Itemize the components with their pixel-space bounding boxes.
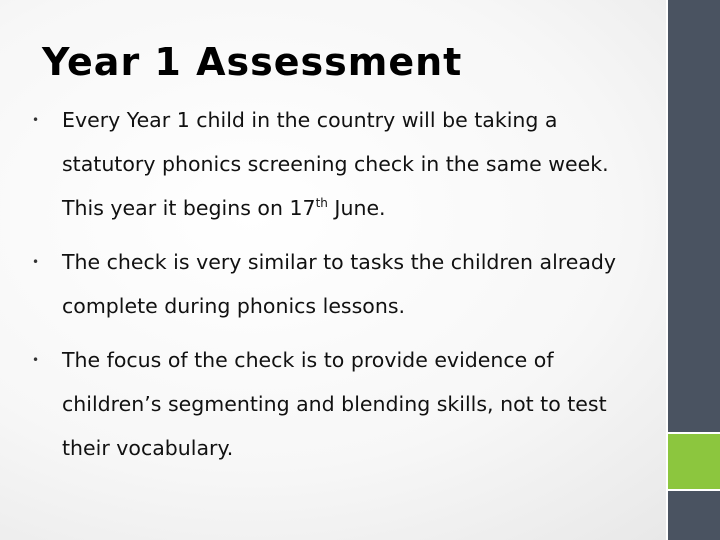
bullet-dot-icon: •	[32, 353, 40, 367]
bullet-dot-icon: •	[32, 255, 40, 269]
bullet-text: The check is very similar to tasks the children already complete during phonics lessons.	[62, 250, 617, 318]
bullet-list	[30, 98, 630, 480]
bullet-text-after: June.	[327, 196, 386, 220]
bullet-text: The focus of the check is to provide evidence of children’s segmenting and blending skills, not to test their vocabulary.	[62, 348, 607, 460]
bullet-item	[30, 240, 630, 328]
bullet-text: Every Year 1 child in the country will be taking a statutory phonics screening check in the same week. This year it begins on 17	[62, 108, 609, 220]
bullet-item	[30, 338, 630, 470]
accent-block	[668, 432, 720, 491]
slide-title: Year 1 Assessment	[42, 40, 463, 84]
bullet-dot-icon: •	[32, 113, 40, 127]
ordinal-superscript: th	[315, 196, 328, 211]
bullet-item	[30, 98, 630, 230]
